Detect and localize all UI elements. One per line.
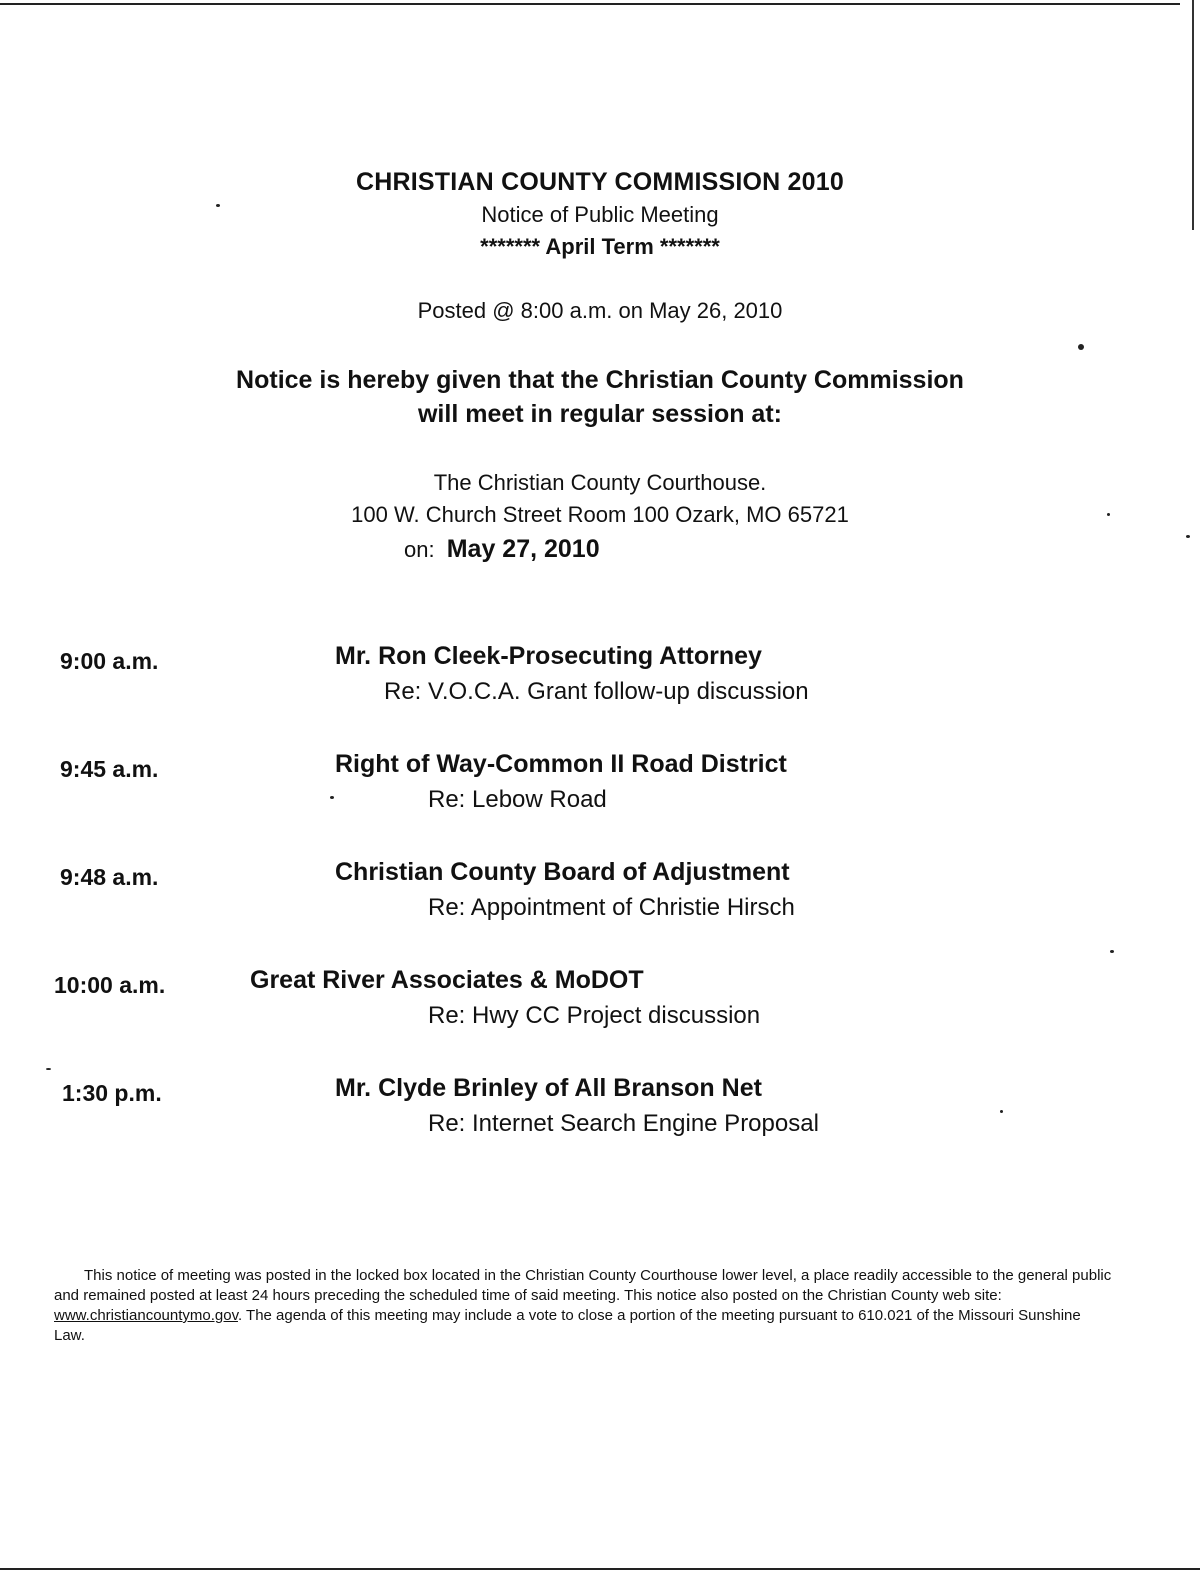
- scan-speck: [1000, 1110, 1003, 1113]
- scan-border-top: [0, 3, 1180, 5]
- agenda-title: Right of Way-Common II Road District: [335, 750, 787, 778]
- meeting-date: May 27, 2010: [446, 535, 600, 563]
- agenda-regarding: Re: Lebow Road: [428, 786, 607, 813]
- agenda-regarding: Re: V.O.C.A. Grant follow-up discussion: [384, 678, 809, 705]
- venue-address: 100 W. Church Street Room 100 Ozark, MO 65721: [351, 502, 849, 527]
- agenda-time: 9:48 a.m.: [60, 864, 159, 890]
- scan-border-bottom: [0, 1568, 1200, 1570]
- document-title: CHRISTIAN COUNTY COMMISSION 2010: [356, 168, 844, 196]
- agenda-title: Great River Associates & MoDOT: [250, 966, 644, 994]
- posted-timestamp: Posted @ 8:00 a.m. on May 26, 2010: [417, 298, 783, 323]
- document-subtitle: Notice of Public Meeting: [481, 202, 719, 227]
- scan-speck: [330, 796, 334, 799]
- posting-notice-footer: [54, 1266, 1114, 1346]
- agenda-time: 10:00 a.m.: [54, 972, 166, 998]
- notice-heading-line-2: will meet in regular session at:: [417, 400, 782, 428]
- website-link[interactable]: www.christiancountymo.gov: [54, 1307, 238, 1324]
- agenda-title: Christian County Board of Adjustment: [335, 858, 790, 886]
- footer-text-2: . The agenda of this meeting may include a vote to close a portion of the meeting pursuant to 610.021 of the Missouri Sunshine Law.: [54, 1307, 1081, 1344]
- venue-building: The Christian County Courthouse.: [433, 470, 767, 495]
- scan-speck: [1110, 950, 1114, 953]
- agenda-time: 9:00 a.m.: [60, 648, 159, 674]
- agenda-title: Mr. Ron Cleek-Prosecuting Attorney: [335, 642, 762, 670]
- agenda-time: 1:30 p.m.: [62, 1080, 162, 1106]
- agenda-time: 9:45 a.m.: [60, 756, 159, 782]
- agenda-title: Mr. Clyde Brinley of All Branson Net: [335, 1074, 762, 1102]
- scan-speck: [1078, 344, 1084, 350]
- scan-speck: [1186, 535, 1190, 538]
- agenda-regarding: Re: Appointment of Christie Hirsch: [428, 894, 795, 921]
- agenda-regarding: Re: Internet Search Engine Proposal: [428, 1110, 819, 1137]
- term-label: ******* April Term *******: [480, 234, 720, 259]
- scan-speck: [46, 1068, 51, 1070]
- notice-heading-line-1: Notice is hereby given that the Christian County Commission: [236, 366, 964, 394]
- meeting-date-label: on:: [404, 537, 435, 562]
- agenda-regarding: Re: Hwy CC Project discussion: [428, 1002, 761, 1029]
- meeting-date-line: [404, 535, 600, 564]
- footer-text-1: This notice of meeting was posted in the locked box located in the Christian County Courthouse lower level, a place readily accessible to the general public and remained posted at least 24 hours preceding the scheduled time of said meeting. This notice also posted on the Christian County web site:: [54, 1267, 1112, 1304]
